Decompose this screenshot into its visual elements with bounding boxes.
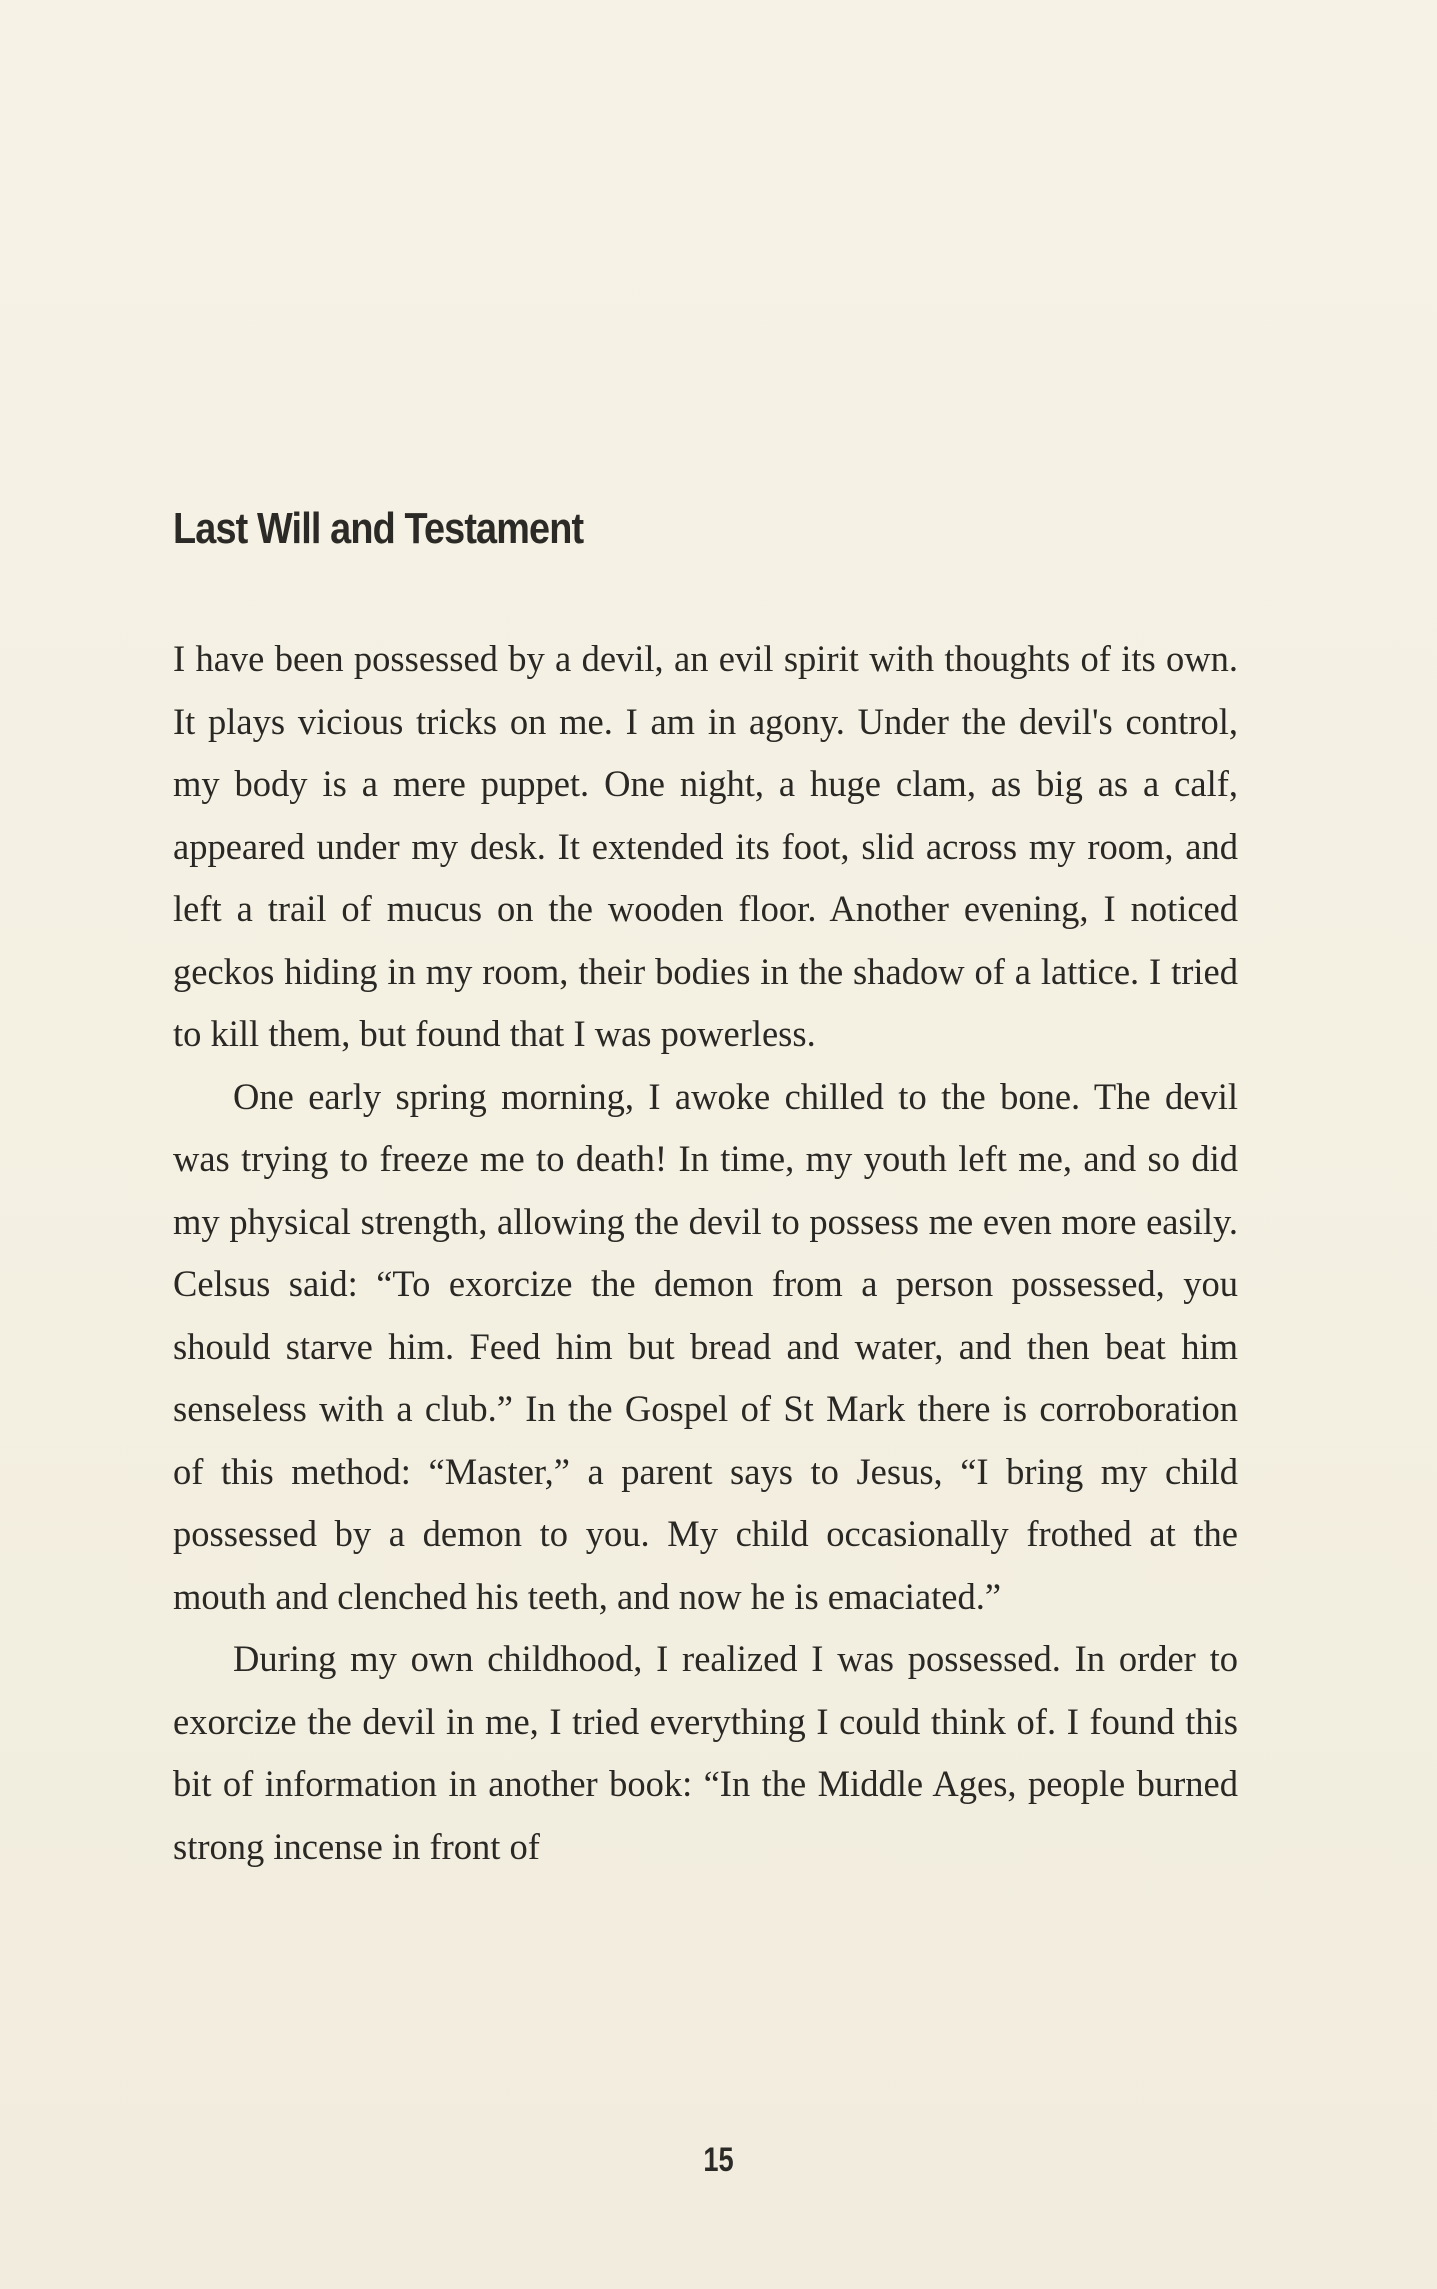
paragraph-3: During my own childhood, I realized I was possessed. In order to exorcize the devil in me, I tried everything I could think of. I found this bit of information in another book: “In the Middle Ages, people burned strong incense in front of (173, 1638, 1238, 1867)
body-text (173, 628, 1238, 1878)
paragraph-1: I have been possessed by a devil, an evil spirit with thoughts of its own. It plays vicious tricks on me. I am in agony. Under the devil's control, my body is a mere puppet. One night, a huge clam, as big as a calf, appeared under my desk. It extended its foot, slid across my room, and left a trail of mucus on the wooden floor. Another evening, I noticed geckos hiding in my room, their bodies in the shadow of a lattice. I tried to kill them, but found that I was powerless. (173, 638, 1238, 1054)
page-number: 15 (703, 2141, 734, 2179)
section-title: Last Will and Testament (173, 504, 584, 553)
paragraph-2: One early spring morning, I awoke chilled to the bone. The devil was trying to freeze me to death! In time, my youth left me, and so did my physical strength, allowing the devil to possess me even more easily. Celsus said: “To exorcize the demon from a person possessed, you should starve him. Feed him but bread and water, and then beat him senseless with a club.” In the Gospel of St Mark there is corroboration of this method: “Master,” a parent says to Jesus, “I bring my child possessed by a demon to you. My child occasionally frothed at the mouth and clenched his teeth, and now he is emaciated.” (173, 1075, 1238, 1617)
